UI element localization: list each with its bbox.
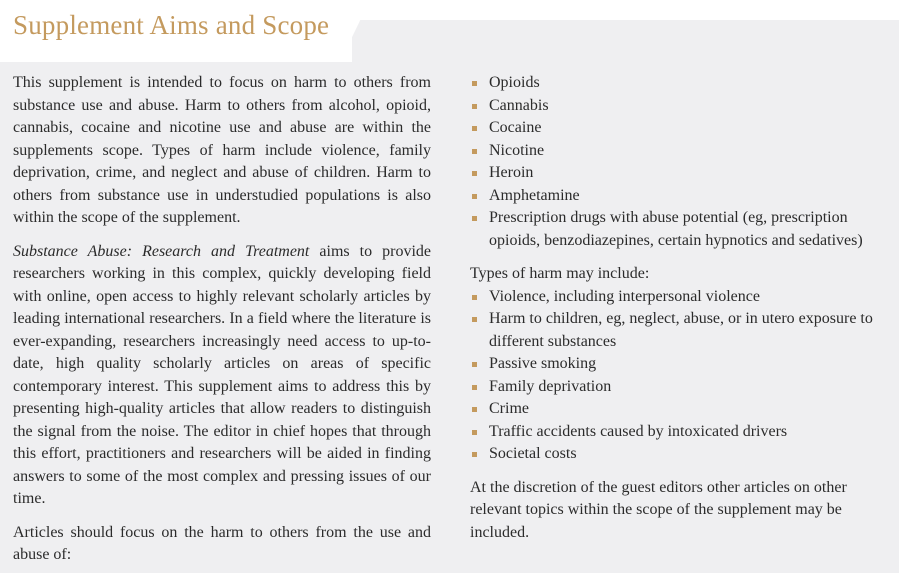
closing-paragraph: At the discretion of the guest editors other articles on other relevant topics within the scope of the supplement may be included. <box>470 478 847 541</box>
list-item: Opioids <box>470 72 890 95</box>
intro-paragraph: This supplement is intended to focus on harm to others from substance use and abuse. Harm to others from alcohol, opioid, cannabis, cocaine and nicotine use and abuse are within the supplements scope. Types of harm include violence, family deprivation, crime, and neglect and abuse of children. Harm to others from substance use in understudied populations is also within the scope of the supplement. <box>13 74 431 226</box>
list-item: Heroin <box>470 162 890 185</box>
list-item: Cannabis <box>470 95 890 118</box>
list-item: Harm to children, eg, neglect, abuse, or in utero exposure to different substances <box>470 308 890 353</box>
bullet-icon <box>472 149 477 154</box>
list-item: Prescription drugs with abuse potential (eg, prescription opioids, benzodiazepines, certain hypnotics and sedatives) <box>470 207 890 252</box>
left-column <box>13 72 431 578</box>
bullet-icon <box>472 194 477 199</box>
list-item: Societal costs <box>470 443 890 466</box>
top-strip <box>352 0 899 20</box>
bullet-icon <box>472 216 477 221</box>
journal-paragraph-text: aims to provide researchers working in this complex, quickly developing field with online, open access to highly relevant scholarly articles by leading international researchers. In a field where the literature is ever-expanding, researchers increasingly need access to up-to-date, high quality scholarly articles on areas of specific contemporary interest. This supplement aims to address this by presenting high-quality articles that allow readers to distinguish the signal from the noise. The editor in chief hopes that through this effort, practitioners and researchers will be aided in finding answers to some of the most complex and pressing issues of our time. <box>13 242 432 507</box>
substance-list <box>470 72 890 252</box>
harm-types-heading: Types of harm may include: <box>470 265 650 282</box>
bullet-icon <box>472 430 477 435</box>
harm-list <box>470 286 890 466</box>
bullet-icon <box>472 126 477 131</box>
journal-paragraph <box>13 241 431 511</box>
list-item: Amphetamine <box>470 185 890 208</box>
list-item: Crime <box>470 398 890 421</box>
bullet-icon <box>472 317 477 322</box>
journal-name: Substance Abuse: Research and Treatment <box>13 242 310 260</box>
bullet-icon <box>472 171 477 176</box>
bullet-icon <box>472 362 477 367</box>
bullet-icon <box>472 452 477 457</box>
bullet-icon <box>472 295 477 300</box>
page-title: Supplement Aims and Scope <box>13 10 330 40</box>
bullet-icon <box>472 385 477 390</box>
list-item: Nicotine <box>470 140 890 163</box>
bullet-icon <box>472 81 477 86</box>
articles-focus-paragraph: Articles should focus on the harm to others from the use and abuse of: <box>13 523 431 563</box>
title-tab-corner <box>340 0 370 62</box>
list-item: Passive smoking <box>470 353 890 376</box>
list-item: Family deprivation <box>470 376 890 399</box>
list-item: Traffic accidents caused by intoxicated drivers <box>470 421 890 444</box>
bullet-icon <box>472 104 477 109</box>
bullet-icon <box>472 407 477 412</box>
list-item: Violence, including interpersonal violence <box>470 286 890 309</box>
right-column <box>470 72 890 544</box>
list-item: Cocaine <box>470 117 890 140</box>
